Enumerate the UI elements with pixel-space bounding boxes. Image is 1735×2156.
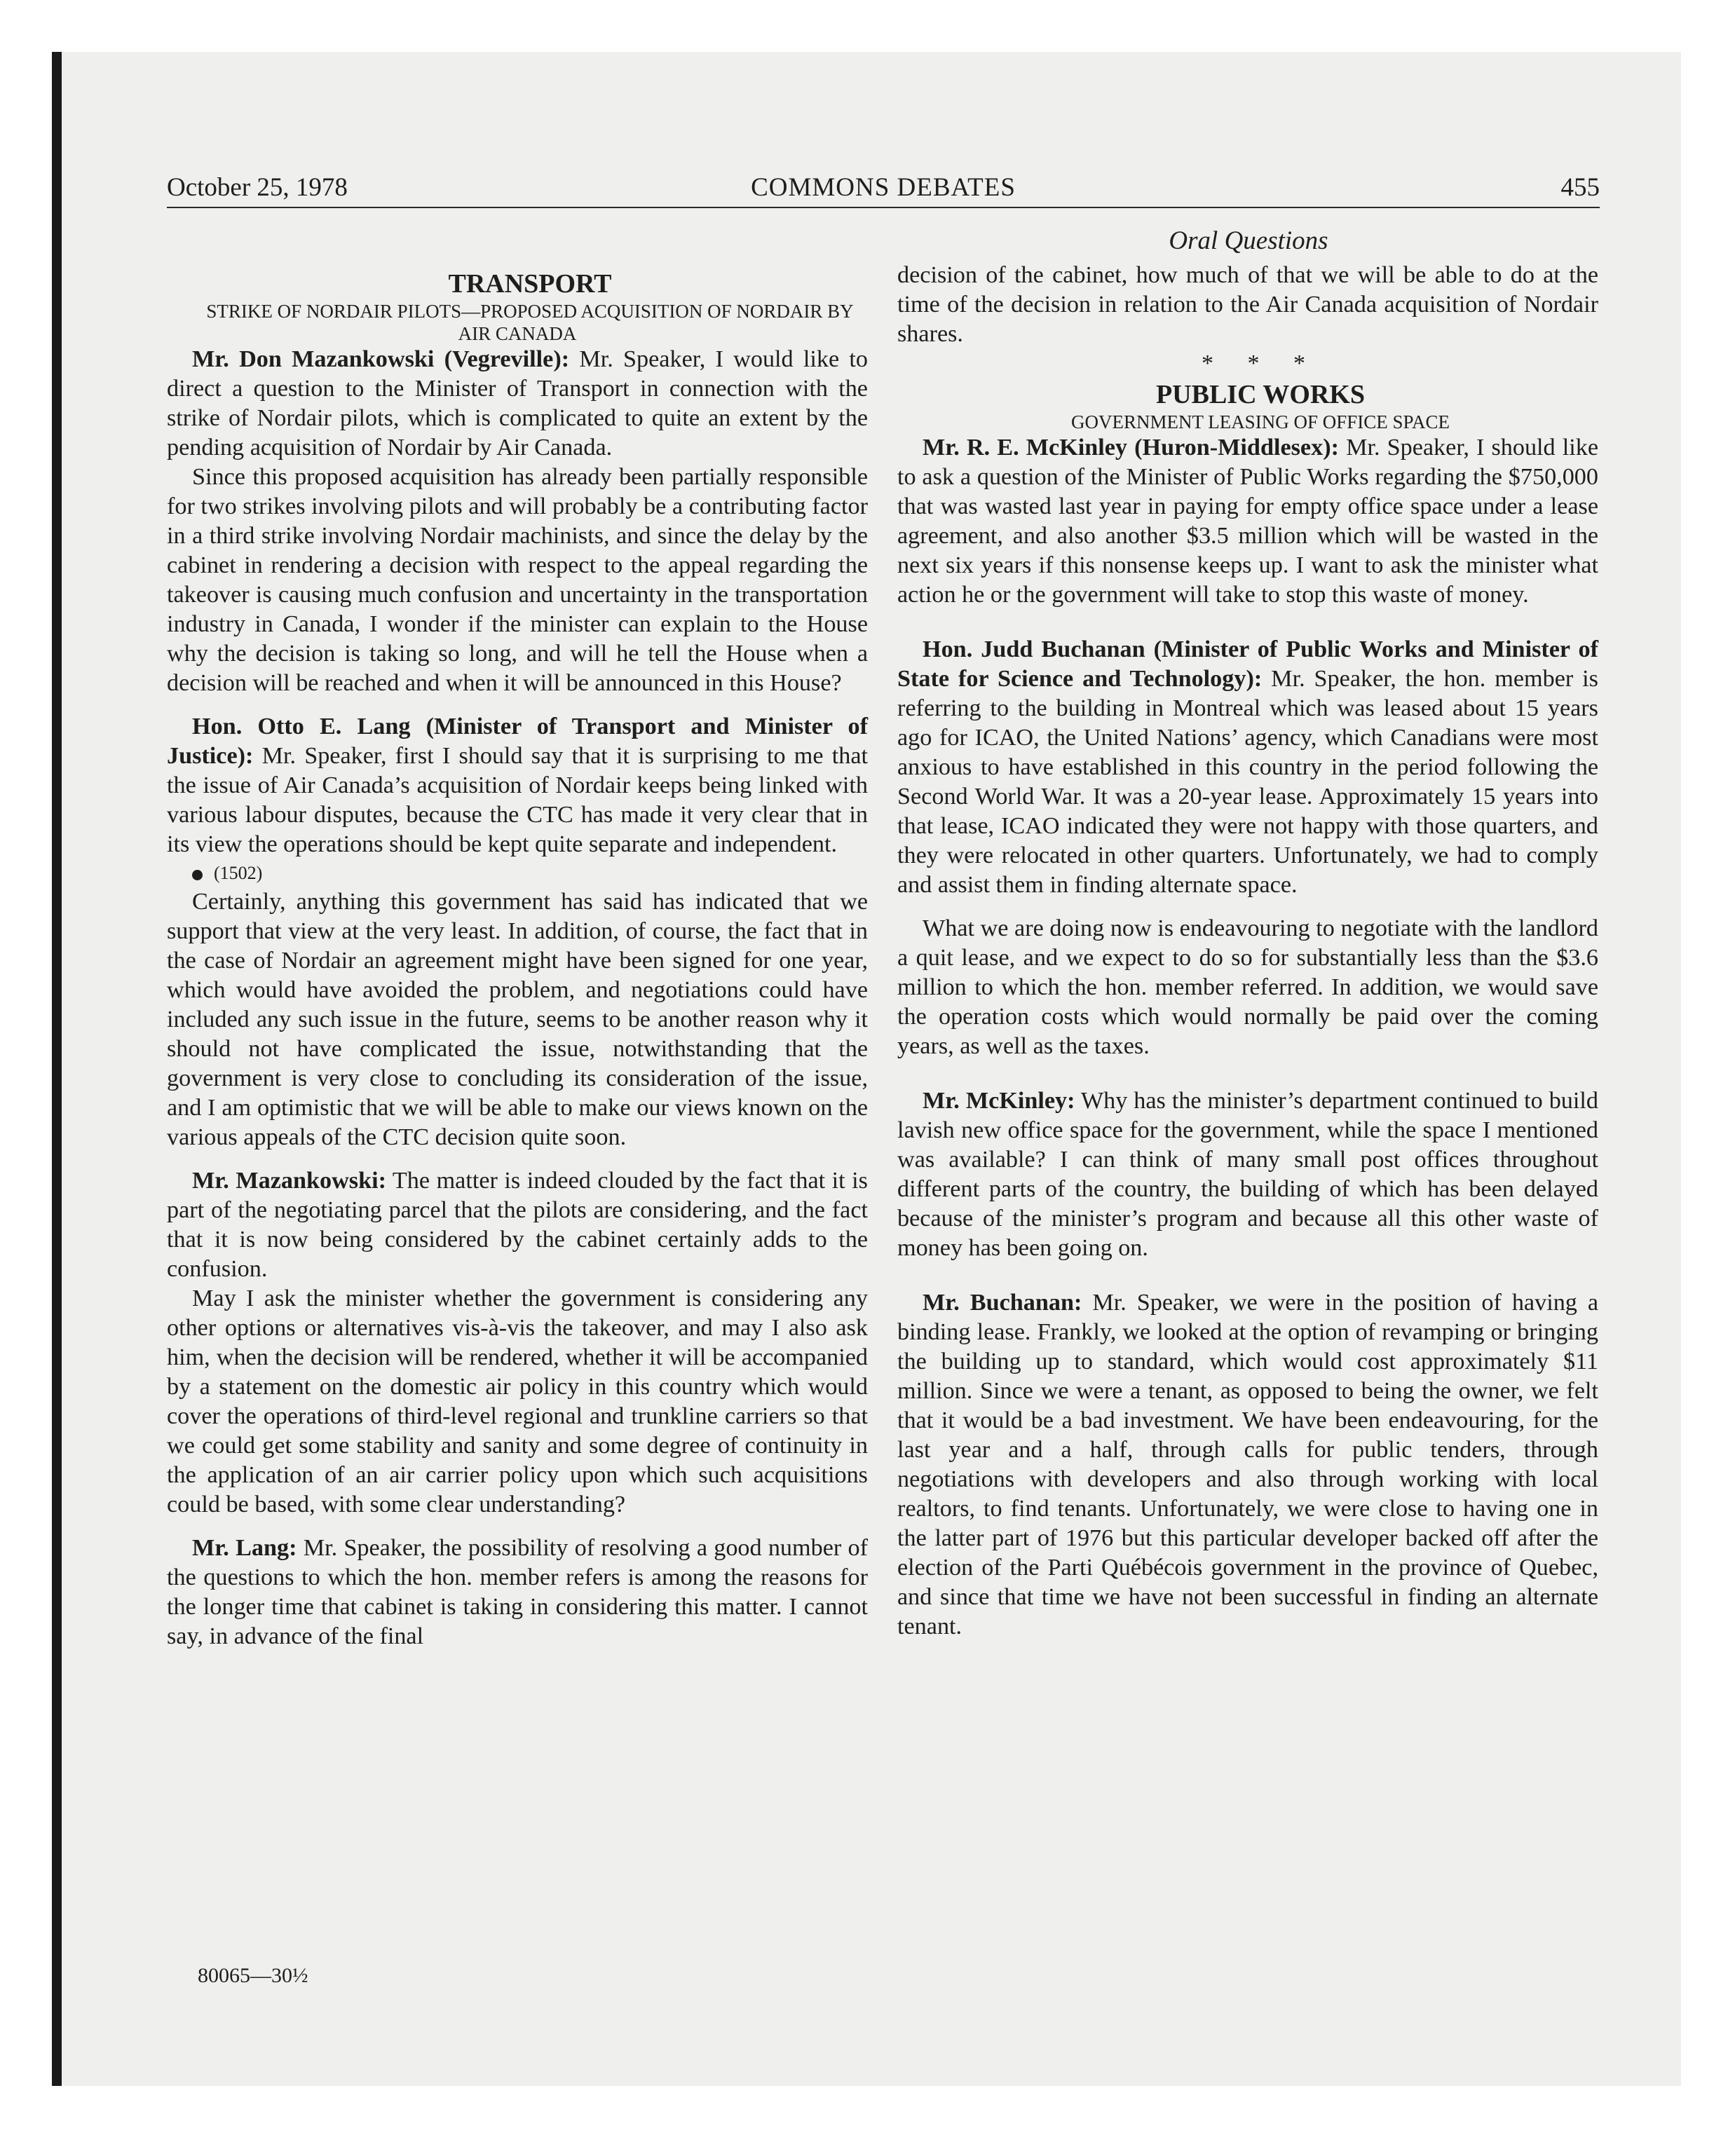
paragraph-text: Mr. Speaker, the possibility of resolving a good number of the questions to which the hon. member refers is among the reasons for the longer time that cabinet is taking in considering this matter. I cannot say, in advance of the final [167, 1535, 868, 1649]
speaker-name: Hon. Otto E. Lang (Minister of Transport and Minister of Justice): [167, 714, 868, 769]
subheading-office-space: GOVERNMENT LEASING OF OFFICE SPACE [1070, 411, 1450, 432]
header-date: October 25, 1978 [167, 173, 348, 202]
paragraph [897, 1288, 1598, 1642]
paragraph-text: Why has the minister’s department continued to build lavish new office space for the government, while the space I mentioned was available? I can think of many small post offices throughout different parts of the country, the building of which has been delayed because of the minister’s program and because all this other waste of money has been going on. [897, 1088, 1598, 1261]
speaker-name: Mr. Mazankowski: [192, 1168, 387, 1194]
paragraph [897, 433, 1598, 610]
paragraph [897, 635, 1598, 900]
header-rule [167, 207, 1600, 208]
paragraph-text: The matter is indeed clouded by the fact that it is part of the negotiating parcel that the pilots are considering, and the fact that it is now being considered by the cabinet certainly adds to the confusion. [167, 1168, 868, 1282]
paragraph: May I ask the minister whether the government is considering any other options or alternatives vis-à-vis the takeover, and may I also ask him, when the decision will be rendered, whether it will be accompanied by a statement on the domestic air policy in this country which would cover the operations of third-level regional and trunkline carriers so that we could get some stability and sanity and some degree of continuity in the application of an air carrier policy upon which such acquisitions could be based, with some clear understanding? [167, 1285, 868, 1517]
speaker-name: Hon. Judd Buchanan (Minister of Public Works and Minister of State for Science and Technology): [897, 636, 1598, 692]
speaker-name: Mr. Buchanan: [923, 1290, 1082, 1316]
footer-code: 80065—30½ [198, 1964, 308, 1987]
section-title-public-works: PUBLIC WORKS [1155, 380, 1366, 409]
paragraph: Certainly, anything this government has said has indicated that we support that view at the very least. In addition, of course, the fact that in the case of Nordair an agreement might have been signed for one year, which would have avoided the problem, and negotiations could have included any such issue in the future, seems to be another reason why it should not have complicated the issue, notwithstanding that the government is very close to concluding its consideration of the issue, and I am optimistic that we will be able to make our views known on the various appeals of the CTC decision quite soon. [167, 889, 868, 1150]
paragraph-text: Mr. Speaker, I should like to ask a question of the Minister of Public Works regarding the $750,000 that was wasted last year in paying for empty office space under a lease agreement, and also another $3.5 million which will be wasted in the next six years if this nonsense keeps up. I want to ask the minister what action he or the government will take to stop this waste of money. [897, 435, 1598, 608]
paragraph [167, 1166, 868, 1284]
paragraph [167, 1534, 868, 1651]
header-publication: COMMONS DEBATES [751, 173, 1016, 202]
paragraph: What we are doing now is endeavouring to negotiate with the landlord a quit lease, and we expect to do so for substantially less than the $3.6 million to which the hon. member referred. In addition, we would save the operation costs which would normally be paid over the coming years, as well as the taxes. [897, 915, 1598, 1059]
paragraph [167, 345, 868, 463]
subheading-nordair: STRIKE OF NORDAIR PILOTS—PROPOSED ACQUISITION OF NORDAIR BY AIR CANADA [206, 301, 854, 344]
speaker-name: Mr. R. E. McKinley (Huron-Middlesex): [923, 435, 1339, 460]
paragraph [167, 712, 868, 859]
paragraph-text: Mr. Speaker, I would like to direct a question to the Minister of Transport in connection with the strike of Nordair pilots, which is complicated to quite an extent by the pending acquisition of Nordair by Air Canada. [167, 346, 868, 460]
paragraph [897, 1086, 1598, 1263]
time-marker [167, 859, 868, 887]
section-title-transport: TRANSPORT [448, 269, 612, 299]
speaker-name: Mr. Don Mazankowski (Vegreville): [192, 346, 570, 372]
paragraph-text: Mr. Speaker, first I should say that it is surprising to me that the issue of Air Canada’s acquisition of Nordair keeps being linked with various labour disputes, because the CTC has made it very clear that in its view the operations should be kept quite separate and independent. [167, 743, 868, 857]
speaker-name: Mr. Lang: [192, 1535, 297, 1561]
section-label: Oral Questions [1169, 226, 1328, 255]
left-column [167, 261, 868, 1651]
page-number: 455 [1560, 173, 1600, 202]
bullet-dot-icon [192, 870, 203, 880]
paragraph: Since this proposed acquisition has already been partially responsible for two strikes involving pilots and will probably be a contributing factor in a third strike involving Nordair machinists, and since the delay by the cabinet in rendering a decision with respect to the appeal regarding the takeover is causing much confusion and uncertainty in the transportation industry in Canada, I wonder if the minister can explain to the House why the decision is taking so long, and will he tell the House when a decision will be reached and when it will be announced in this House? [167, 464, 868, 696]
paragraph-text: Mr. Speaker, we were in the position of having a binding lease. Frankly, we looked at the option of revamping or bringing the building up to standard, which would cost approximately $11 million. Since we were a tenant, as opposed to being the owner, we felt that it would be a bad investment. We have been endeavouring, for the last year and a half, through calls for public tenders, through negotiations with developers and also through working with local realtors, to find tenants. Unfortunately, we were close to having one in the latter part of 1976 but this particular developer backed off after the election of the Parti Québécois government in the province of Quebec, and since that time we have not been successful in finding an alternate tenant. [897, 1290, 1598, 1639]
running-header [167, 172, 1600, 205]
paragraph: decision of the cabinet, how much of that we will be able to do at the time of the decision in relation to the Air Canada acquisition of Nordair shares. [897, 262, 1598, 347]
paragraph-text: Mr. Speaker, the hon. member is referring to the building in Montreal which was leased about 15 years ago for ICAO, the United Nations’ agency, which Canadians were most anxious to have established in this country in the period following the Second World War. It was a 20-year lease. Approximately 15 years into that lease, ICAO indicated they were not happy with those quarters, and they were relocated in other quarters. Unfortunately, we had to comply and assist them in finding alternate space. [897, 666, 1598, 898]
scan-edge-shadow [52, 52, 62, 2086]
right-column [897, 261, 1598, 1642]
section-separator: * * * [1202, 350, 1319, 376]
time-marker-text: (1502) [214, 863, 263, 883]
speaker-name: Mr. McKinley: [923, 1088, 1075, 1114]
